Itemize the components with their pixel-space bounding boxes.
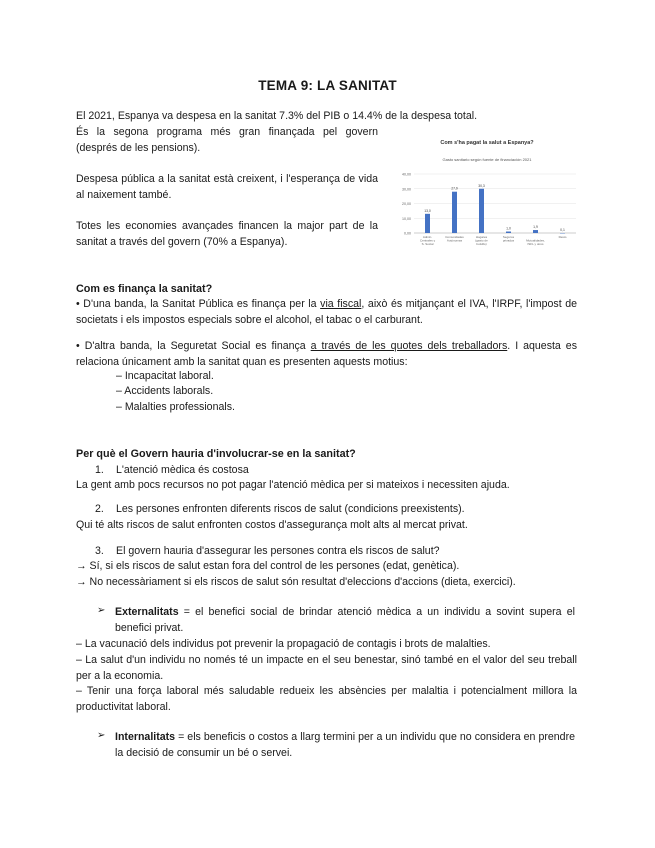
motiu-item: – Malalties professionals.	[116, 401, 235, 413]
chart-subtitle: Gasto sanitario según fuente de financiación 2021	[442, 157, 532, 162]
chart-category-label: Seguros privados	[502, 235, 515, 243]
externalities-term: Externalitats	[115, 606, 179, 618]
chart-category-label: Resto	[558, 235, 567, 239]
page-title: TEMA 9: LA SANITAT	[258, 78, 397, 93]
financing-bullet-2	[76, 339, 577, 370]
arrow-bullet-icon: ➢	[97, 730, 106, 741]
reason-1: L'atenció mèdica és costosa	[116, 464, 249, 476]
chart-y-tick-label: 30,00	[402, 187, 411, 192]
bullet-2-text: • D'altra banda, la Seguretat Social es finança	[76, 340, 311, 352]
chart-data-label: 0,1	[560, 228, 565, 232]
chart-category-label: Mutualidades, ISFL y otros	[526, 238, 545, 247]
chart-category-label: Comunidades Autónomas	[445, 235, 464, 243]
motiu-item: – Accidents laborals.	[116, 385, 214, 397]
reason-3-yes: → Sí, si els riscos de salut estan fora del control de les persones (edat, genètica).	[76, 560, 460, 572]
section-heading-financing: Com es finança la sanitat?	[76, 283, 213, 295]
chart-y-tick-label: 10,00	[402, 216, 411, 221]
motiu-item: – Incapacitat laboral.	[116, 370, 214, 382]
intro-line-1: El 2021, Espanya va despesa en la sanitat 7.3% del PIB o 14.4% de la despesa total.	[76, 110, 478, 122]
chart-bar	[533, 230, 538, 233]
chart-category-label: Hogares (gasto de bolsillo)	[475, 235, 488, 247]
chart-category-label: Admin. Centrales y S. Social	[419, 235, 436, 247]
bullet-2-text-end: . I aquesta es relaciona únicament amb la sanitat quan es presenten aquests motius:	[76, 340, 577, 368]
bullet-1-text-end: , això és mitjançant el IVA, l'IRPF, l'impost de societats i els impostos especials sobre el alcohol, el tabac o el carburant.	[76, 298, 578, 326]
reason-2-text: Qui té alts riscos de salut enfronten costos d'assegurança molt alts al mercat privat.	[76, 519, 468, 531]
chart-bar	[425, 214, 430, 233]
chart-bar	[506, 232, 511, 233]
externality-point: – La salut d'un individu no només té un impacte en el seu benestar, sinó també en el valor del seu treball per a la economia.	[76, 654, 577, 682]
internalities-definition	[115, 730, 575, 761]
internalities-text: = els beneficis o costos a llarg termini per a un individu que no considera en prendre la decisió de consumir un bé o servei.	[115, 731, 575, 759]
chart-data-label: 27,9	[451, 186, 458, 191]
reason-1-number: 1.	[95, 464, 104, 476]
reason-3: El govern hauria d'assegurar les persones contra els riscos de salut?	[116, 545, 440, 557]
reason-2-number: 2.	[95, 503, 104, 515]
intro-line-2: És la segona programa més gran finançada pel govern (després de les pensions).	[76, 126, 378, 154]
chart-y-tick-label: 40,00	[402, 172, 411, 177]
chart-data-label: 1,0	[506, 226, 511, 231]
chart-y-tick-label: 20,00	[402, 202, 411, 206]
chart-bar	[479, 189, 484, 233]
quotes-link: a través de les quotes dels treballadors	[310, 340, 508, 352]
bullet-1-text: • D'una banda, la Sanitat Pública es finança per la	[76, 298, 321, 310]
via-fiscal-link: via fiscal	[320, 298, 362, 310]
reason-1-text: La gent amb pocs recursos no pot pagar l'atenció mèdica per si mateixos i necessiten ajuda.	[76, 479, 510, 491]
section-heading-government: Per què el Govern hauria d'involucrar-se en la sanitat?	[76, 448, 356, 460]
chart-data-label: 1,9	[533, 225, 538, 230]
intro-paragraph-3: Totes les economies avançades financen la major part de la sanitat a través del govern (70% a Espanya).	[76, 220, 378, 248]
arrow-bullet-icon: ➢	[97, 605, 106, 616]
financing-bullet-1	[76, 297, 577, 328]
externalities-definition	[115, 605, 575, 636]
internalities-term: Internalitats	[115, 731, 176, 743]
externality-point: – Tenir una força laboral més saludable redueix les absències per malaltia i potencialment millora la productivitat laboral.	[76, 685, 577, 713]
chart-bar	[452, 192, 457, 233]
health-funding-chart	[392, 136, 582, 260]
reason-3-no: → No necessàriament si els riscos de salut són resultat d'eleccions d'accions (dieta, exercici).	[76, 576, 516, 588]
chart-title: Com s'ha pagat la salut a Espanya?	[440, 140, 534, 146]
externalities-text: = el benefici social de brindar atenció mèdica a un individu a sovint supera el benefici privat.	[115, 606, 575, 634]
chart-y-tick-label: 0,00	[404, 231, 411, 236]
chart-data-label: 13,0	[424, 208, 431, 213]
intro-paragraph-2: Despesa pública a la sanitat està creixent, i l'esperança de vida al naixement també.	[76, 173, 378, 201]
reason-2: Les persones enfronten diferents riscos de salut (condicions preexistents).	[116, 503, 465, 515]
reason-3-number: 3.	[95, 545, 104, 557]
chart-data-label: 30,3	[478, 183, 485, 188]
externality-point: – La vacunació dels individus pot prevenir la propagació de contagis i brots de malalties.	[76, 638, 491, 650]
